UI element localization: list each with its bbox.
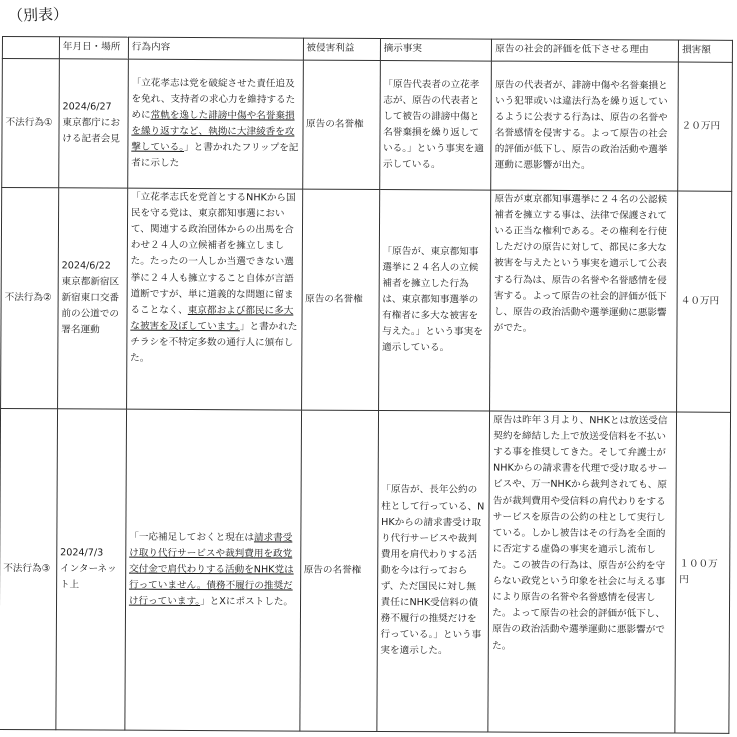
date-text: 2024/6/27: [62, 101, 112, 113]
damage-cell: ４０万円: [677, 191, 732, 412]
act-cell: [128, 59, 303, 189]
date-text: 2024/6/22: [61, 260, 111, 272]
fact-cell: 「原告が、長年公約の柱として行っている、NHKからの請求書受け取り代行サービスや裁判費用を肩代わりする活動を今は行っておらず、ただ国民に対し無責任にNHK受信料の債務不履行の推奨だけを行っている。」という事実を適示した。: [377, 410, 490, 732]
damage-cell: ２０万円: [678, 62, 733, 191]
reason-cell: 原告は昨年３月より、NHKとは放送受信契約を締結した上で放送受信料を不払いする事を推奨してきた。そして弁護士がNHKからの請求書を代理で受け取るサービスや、万一NHKから裁判されても、原告が裁判費用や受信料の肩代わりをするサービスを原告の公約の柱として実行している。しかし被告はその行為を全面的に否定する虚偽の事実を適示し流布した。この被告の行為は、原告が公約を守らない政党という印象を社会に与える事により原告の名誉や名誉感情を侵害した。よって原告の社会的評価が低下し、原告の政治活動や選挙運動に悪影響がでた。: [488, 411, 676, 733]
act-underlined-text: 請求書受け取り代行サービスや裁判費用を政党交付金で肩代わりする活動をNHK党は行っていません。債務不履行の推奨だけ行っています。: [128, 532, 294, 608]
fact-cell: 「原告が、東京都知事選挙に２４名人の立候補者を擁立した行為は、東京都知事選挙の有権者に多大な被害を与えた。」という事実を適示している。: [378, 189, 491, 411]
header-cell-damage: 損害額: [679, 40, 733, 62]
table-row: [2, 59, 733, 192]
act-cell: [125, 409, 301, 731]
act-underlined-text: 東京都および都民に多大な被害を及ぼしています。: [130, 304, 294, 333]
sheet-label: （別表）: [7, 4, 69, 26]
act-cell: [126, 188, 302, 410]
row-id: 不法行為③: [0, 408, 57, 729]
reason-cell: 原告が東京都知事選挙に２４名の公認候補者を擁立する事は、法律で保護されている正当な権利である。その権利を行使しただけの原告に対して、都民に多大な被害を与えたという事実を適示して公表する行為は、原告の名誉や名誉感情を侵害する。よって原告の社会的評価が低下し、原告の政治活動や選挙運動に悪影響がでた。: [490, 190, 678, 412]
header-cell-date-place: 年月日・場所: [59, 37, 128, 59]
date-place-cell: [56, 409, 127, 730]
table-row: [1, 188, 732, 413]
date-place-cell: [57, 188, 127, 409]
fact-cell: 「原告代表者の立花孝志が、原告の代表者として被告の誹謗中傷と名誉棄損を繰り返している。」という事実を適示している。: [379, 60, 491, 190]
header-cell-fact: 摘示事実: [380, 38, 492, 61]
header-cell-reason: 原告の社会的評価を低下させる理由: [492, 39, 679, 62]
act-text: 」とXにポストした。: [200, 596, 294, 608]
header-cell-act: 行為内容: [128, 37, 303, 60]
claims-table: [0, 36, 733, 734]
interest-cell: 原告の名誉権: [301, 189, 379, 410]
header-cell-interest: 被侵害利益: [303, 38, 380, 60]
place-text: 東京都新宿区新宿東口交番前の公道での署名運動: [61, 276, 120, 336]
reason-cell: 原告の代表者が、誹謗中傷や名誉棄損という犯罪或いは違法行為を繰り返しているように公表する行為は、原告の名誉や名誉感情を侵害する。よって原告の社会的評価が低下し、原告の政治活動や選挙運動に悪影響が出た。: [491, 61, 678, 191]
date-text: 2024/7/3: [60, 547, 104, 559]
table-row: [0, 408, 731, 733]
damage-cell: １００万円: [675, 412, 731, 733]
place-text: 東京都庁における記者会見: [62, 117, 120, 145]
act-text: 」と書かれたチラシを不特定多数の通行人に頒布した。: [130, 321, 298, 364]
act-text: 「立花孝志氏を党首とするNHKから国民を守る党は、東京都知事選において、関連する政治団体からの出馬を合わせ２４人の立候補者を擁立しました。たったの一人しか当選できない選挙に２４人も擁立すること自体が言語道断ですが、単に道義的な問題に留まることなく、: [130, 191, 296, 316]
act-text: 」と書かれたフリップを記者に示した: [131, 142, 299, 170]
header-cell-blank: [2, 37, 59, 59]
place-text: インターネット上: [59, 563, 117, 591]
interest-cell: 原告の名誉権: [299, 410, 378, 731]
act-text: 「一応補足しておくと現在は: [129, 531, 254, 544]
interest-cell: 原告の名誉権: [302, 60, 380, 189]
row-id: 不法行為①: [2, 59, 60, 188]
act-underlined-text: 常軌を逸した誹謗中傷や名誉棄損を繰り返すなど、執拗に大津綾香を攻撃している。: [131, 109, 295, 154]
row-id: 不法行為②: [1, 188, 59, 409]
date-place-cell: [59, 59, 129, 188]
act-text: 「立花孝志は党を破綻させた責任追及を免れ、支持者の求心力を維持するために: [131, 77, 296, 121]
